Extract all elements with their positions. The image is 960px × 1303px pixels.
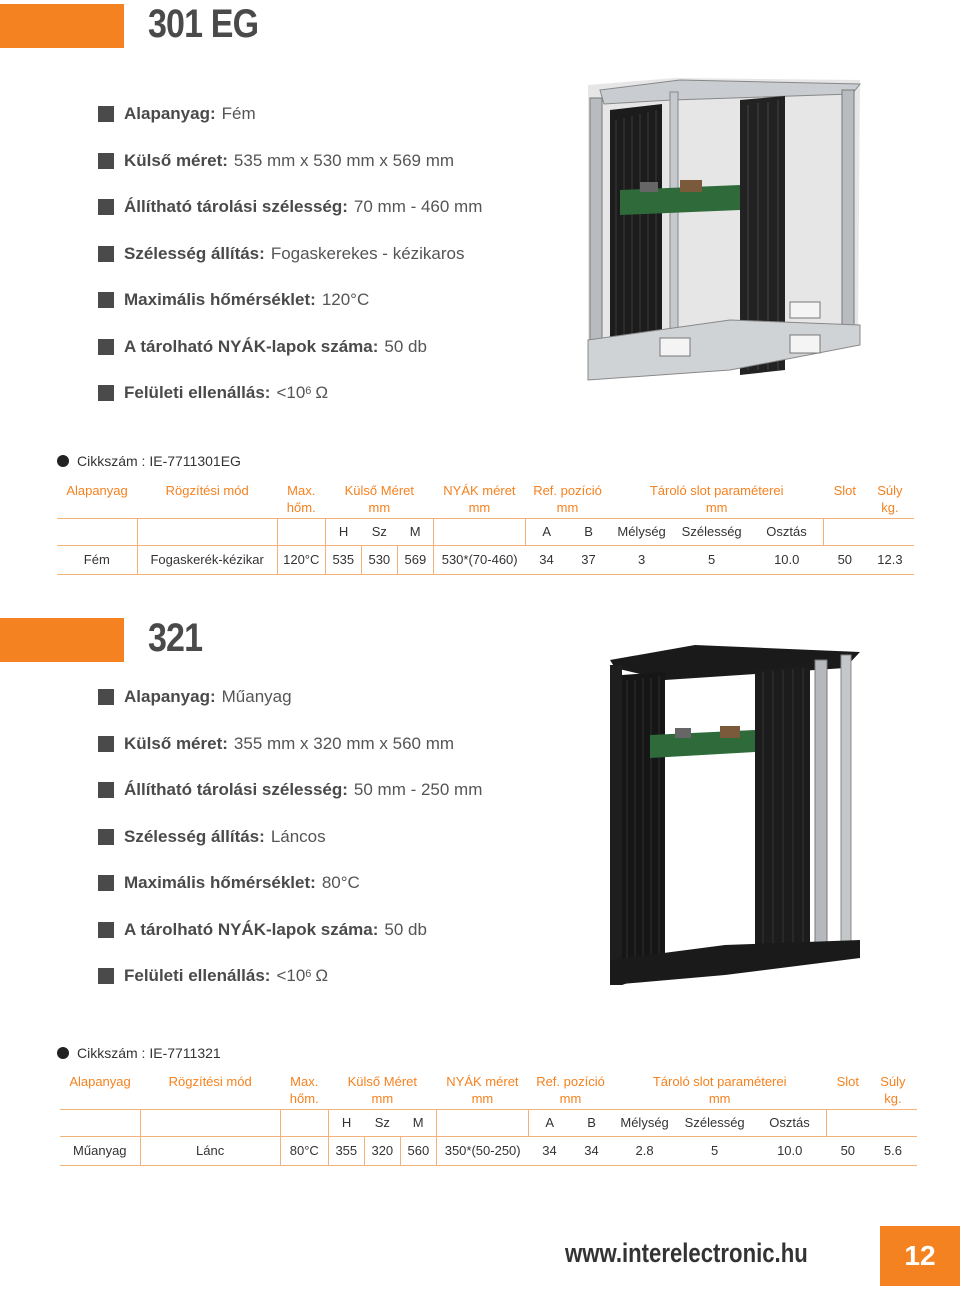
section2-cikkszam: [57, 1045, 221, 1061]
table-cell: 50: [827, 1136, 869, 1165]
table-cell: Fogaskerék-kézikar: [137, 545, 277, 574]
table-subheader-cell: [824, 518, 866, 545]
spec-item: [98, 826, 326, 848]
square-bullet-icon: [98, 782, 114, 798]
table-header-cell: Ref. pozíció mm: [536, 1074, 605, 1106]
spec-label: Szélesség állítás:: [124, 826, 265, 846]
spec-value: 80°C: [321, 873, 360, 892]
table-cell: 34: [571, 1136, 613, 1165]
spec-label: Felületi ellenállás:: [124, 966, 271, 985]
spec-value: 50 db: [384, 919, 427, 939]
table-subheader-cell: B: [571, 1109, 613, 1136]
table-cell: 5: [677, 1136, 753, 1165]
section1-cikkszam: [57, 453, 241, 469]
table-subheader-cell: [140, 1109, 280, 1136]
spec-item: [98, 336, 427, 358]
spec-unit: Ω: [315, 966, 329, 985]
table-header-cell: Rögzítési mód: [168, 1074, 252, 1089]
footer-url[interactable]: www.interelectronic.hu: [565, 1238, 808, 1268]
spec-label: Állítható tárolási szélesség:: [124, 197, 348, 216]
table-subheader-cell: [280, 1109, 328, 1136]
table-subheader-cell: [866, 518, 914, 545]
spec-item: [98, 733, 454, 755]
spec-value: Műanyag: [221, 687, 292, 706]
table-cell: 5: [674, 545, 750, 574]
table-cell: 569: [397, 545, 433, 574]
spec-item: [98, 289, 369, 311]
table-subheader-cell: Osztás: [750, 518, 824, 545]
square-bullet-icon: [98, 736, 114, 752]
table-subheader-cell: [827, 1109, 869, 1136]
section1-accent-bar: [0, 4, 124, 48]
square-bullet-icon: [98, 246, 114, 262]
table-cell: 80°C: [280, 1136, 328, 1165]
spec-value: 355 mm x 320 mm x 560 mm: [233, 733, 455, 753]
square-bullet-icon: [98, 968, 114, 984]
table-header-cell: Ref. pozíció mm: [533, 483, 602, 515]
square-bullet-icon: [98, 875, 114, 891]
spec-exponent: 6: [305, 968, 312, 980]
square-bullet-icon: [98, 385, 114, 401]
table-header-cell: Alapanyag: [66, 483, 128, 498]
square-bullet-icon: [98, 292, 114, 308]
table-cell: 350*(50-250): [436, 1136, 528, 1165]
table-header-cell: Max. hőm.: [286, 483, 316, 515]
table-subheader-cell: Szélesség: [674, 518, 750, 545]
table-cell: 34: [525, 545, 567, 574]
spec-item: [98, 872, 360, 894]
spec-unit: Ω: [315, 383, 329, 402]
table-cell: 10.0: [750, 545, 824, 574]
table-subheader-cell: Mélység: [610, 518, 674, 545]
table-header-cell: NYÁK méret mm: [443, 483, 516, 515]
table-cell: Lánc: [140, 1136, 280, 1165]
table-header-cell: Tároló slot paraméterei mm: [652, 1074, 787, 1106]
table-header-cell: Slot: [836, 1074, 859, 1089]
table-subheader-cell: [277, 518, 325, 545]
page-number: 12: [880, 1226, 960, 1286]
square-bullet-icon: [98, 106, 114, 122]
spec-label: Alapanyag:: [124, 104, 216, 123]
plastic-rack-photo: [605, 640, 863, 990]
table-cell: 2.8: [613, 1136, 677, 1165]
cikkszam-text: Cikkszám : IE-7711301EG: [77, 453, 241, 469]
section2-accent-bar: [0, 618, 124, 662]
square-bullet-icon: [98, 829, 114, 845]
table-subheader-cell: Szélesség: [677, 1109, 753, 1136]
table-subheader-cell: [436, 1109, 528, 1136]
spec-label: A tárolható NYÁK-lapok száma:: [124, 919, 379, 939]
square-bullet-icon: [98, 199, 114, 215]
circle-bullet-icon: [57, 455, 69, 467]
table-subheader-cell: Osztás: [753, 1109, 827, 1136]
spec-value: 70 mm - 460 mm: [353, 197, 483, 216]
spec-label: Alapanyag:: [124, 687, 216, 706]
spec-label: Maximális hőmérséklet:: [124, 290, 316, 309]
spec-item: [98, 965, 328, 987]
spec-value: 120°C: [321, 290, 370, 309]
spec-item: [98, 919, 427, 941]
table-header-cell: Alapanyag: [69, 1074, 131, 1089]
table-subheader-cell: [57, 518, 137, 545]
table-header-cell: NYÁK méret mm: [446, 1074, 519, 1106]
table-cell: 120°C: [277, 545, 325, 574]
spec-value: 50 mm - 250 mm: [353, 780, 483, 799]
table-subheader-cell: Sz: [364, 1109, 400, 1136]
cikkszam-text: Cikkszám : IE-7711321: [77, 1045, 221, 1061]
table-cell: 560: [400, 1136, 436, 1165]
table-header-cell: Súly kg.: [877, 483, 903, 515]
table-cell: 34: [528, 1136, 570, 1165]
spec-exponent: 6: [305, 385, 312, 397]
spec-label: Szélesség állítás:: [124, 243, 265, 263]
section2-spec-table: [60, 1071, 917, 1166]
table-subheader-cell: H: [328, 1109, 364, 1136]
spec-label: Maximális hőmérséklet:: [124, 873, 316, 892]
table-cell: 10.0: [753, 1136, 827, 1165]
section1-spec-table: [57, 480, 914, 575]
spec-item: [98, 150, 454, 172]
table-subheader-cell: H: [325, 518, 361, 545]
spec-label: Külső méret:: [124, 733, 228, 753]
spec-item: [98, 686, 292, 708]
table-cell: 5.6: [869, 1136, 917, 1165]
table-cell: 3: [610, 545, 674, 574]
spec-value: Fogaskerekes - kézikaros: [270, 243, 465, 263]
spec-value: Fém: [221, 104, 256, 123]
table-cell: 355: [328, 1136, 364, 1165]
spec-label: Külső méret:: [124, 150, 228, 170]
table-subheader-cell: M: [400, 1109, 436, 1136]
spec-label: Állítható tárolási szélesség:: [124, 780, 348, 799]
square-bullet-icon: [98, 339, 114, 355]
spec-value: 50 db: [384, 336, 427, 356]
section1-title: 301 EG: [148, 2, 259, 46]
table-header-cell: Külső Méret mm: [347, 1074, 418, 1106]
spec-item: [98, 779, 482, 801]
table-cell: 12.3: [866, 545, 914, 574]
table-subheader-cell: B: [568, 518, 610, 545]
spec-item: [98, 243, 465, 265]
table-subheader-cell: [137, 518, 277, 545]
spec-item: [98, 103, 256, 125]
table-subheader-cell: [433, 518, 525, 545]
table-cell: Fém: [57, 545, 137, 574]
table-subheader-cell: [869, 1109, 917, 1136]
table-cell: Műanyag: [60, 1136, 140, 1165]
table-header-cell: Slot: [833, 483, 856, 498]
spec-value: <10: [276, 383, 306, 402]
table-subheader-cell: A: [525, 518, 567, 545]
table-subheader-cell: Sz: [361, 518, 397, 545]
spec-label: A tárolható NYÁK-lapok száma:: [124, 336, 379, 356]
spec-label: Felületi ellenállás:: [124, 383, 271, 402]
square-bullet-icon: [98, 922, 114, 938]
spec-value: 535 mm x 530 mm x 569 mm: [233, 150, 455, 170]
spec-value: Láncos: [270, 826, 326, 846]
table-header-cell: Tároló slot paraméterei mm: [649, 483, 784, 515]
table-cell: 50: [824, 545, 866, 574]
section2-title: 321: [148, 616, 203, 660]
table-header-cell: Max. hőm.: [289, 1074, 319, 1106]
table-subheader-cell: M: [397, 518, 433, 545]
table-cell: 535: [325, 545, 361, 574]
table-cell: 530: [361, 545, 397, 574]
table-subheader-cell: [60, 1109, 140, 1136]
metal-rack-photo: [580, 70, 880, 400]
spec-value: <10: [276, 966, 306, 985]
square-bullet-icon: [98, 689, 114, 705]
table-header-cell: Súly kg.: [880, 1074, 906, 1106]
square-bullet-icon: [98, 153, 114, 169]
table-cell: 320: [364, 1136, 400, 1165]
circle-bullet-icon: [57, 1047, 69, 1059]
table-header-cell: Rögzítési mód: [165, 483, 249, 498]
table-subheader-cell: A: [528, 1109, 570, 1136]
table-subheader-cell: Mélység: [613, 1109, 677, 1136]
table-cell: 530*(70-460): [433, 545, 525, 574]
table-header-cell: Külső Méret mm: [344, 483, 415, 515]
spec-item: [98, 382, 328, 404]
table-cell: 37: [568, 545, 610, 574]
spec-item: [98, 196, 482, 218]
